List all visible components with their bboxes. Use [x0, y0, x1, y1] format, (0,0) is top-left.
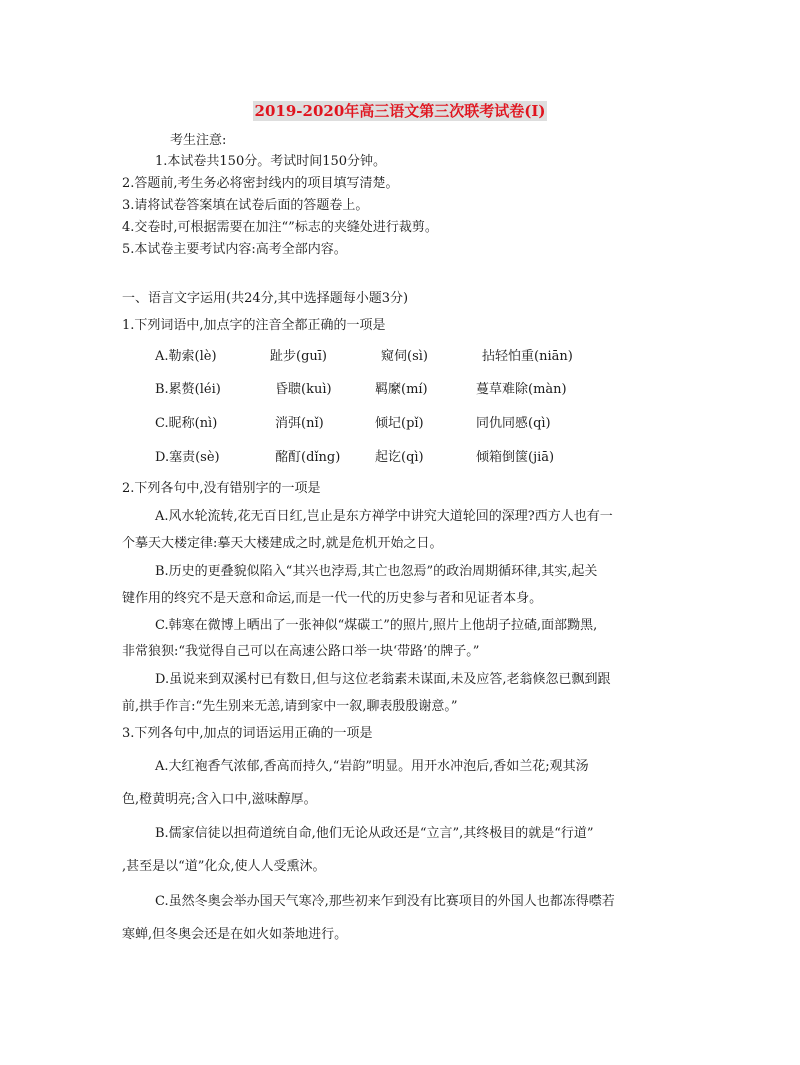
option-item: C.昵称(nì) [155, 416, 218, 431]
paragraph-line: C.虽然冬奥会举办国天气寒冷,那些初来乍到没有比赛项目的外国人也都冻得噤若 [155, 894, 615, 909]
notice-item: 1.本试卷共150分。考试时间150分钟。 [155, 154, 387, 169]
paragraph-line: 色,橙黄明亮;含入口中,滋味醇厚。 [122, 792, 317, 807]
paragraph-line: D.虽说来到双溪村已有数日,但与这位老翁素未谋面,未及应答,老翁倏忽已飘到跟 [155, 672, 611, 687]
page-title [0, 100, 800, 122]
option-item: D.塞责(sè) [155, 450, 220, 465]
option-item: B.累赘(léi) [155, 382, 221, 397]
paragraph-line: A.大红袍香气浓郁,香高而持久,“岩韵”明显。用开水冲泡后,香如兰花;观其汤 [155, 759, 589, 774]
paragraph-line: B.儒家信徒以担荷道统自命,他们无论从政还是“立言”,其终极目的就是“行道” [155, 826, 594, 841]
notice-item: 5.本试卷主要考试内容:高考全部内容。 [122, 242, 347, 257]
option-item: 趾步(guī) [270, 349, 327, 364]
option-item: 倾箱倒箧(jiā) [476, 450, 555, 465]
option-item: 窥伺(sì) [381, 349, 428, 364]
section-heading: 一、语言文字运用(共24分,其中选择题每小题3分) [122, 291, 409, 306]
paragraph-line: 前,拱手作言:“先生别来无恙,请到家中一叙,聊表殷殷谢意。” [122, 699, 458, 714]
option-item: 昏聩(kuì) [275, 382, 332, 397]
option-item: 羁縻(mí) [375, 382, 428, 397]
paragraph-line: C.韩寒在微博上晒出了一张神似“煤碳工”的照片,照片上他胡子拉碴,面部黝黑, [155, 618, 598, 633]
option-item: 拈轻怕重(niān) [482, 349, 573, 364]
notice-item: 3.请将试卷答案填在试卷后面的答题卷上。 [122, 198, 369, 213]
notice-item: 4.交卷时,可根据需要在加注“”标志的夹缝处进行裁剪。 [122, 220, 438, 235]
option-item: 酩酊(dǐng) [275, 450, 341, 465]
option-item: 同仇同慼(qì) [476, 416, 551, 431]
question-stem: 1.下列词语中,加点字的注音全都正确的一项是 [122, 318, 386, 333]
option-item: 倾圮(pǐ) [375, 416, 424, 431]
question-stem: 2.下列各句中,没有错别字的一项是 [122, 481, 321, 496]
paragraph-line: ,甚至是以“道”化众,使人人受熏沐。 [122, 859, 326, 874]
question-stem: 3.下列各句中,加点的词语运用正确的一项是 [122, 726, 373, 741]
notice-item: 2.答题前,考生务必将密封线内的项目填写清楚。 [122, 176, 399, 191]
paragraph-line: 寒蝉,但冬奥会还是在如火如荼地进行。 [122, 927, 348, 942]
paragraph-line: 键作用的终究不是天意和命运,而是一代一代的历史参与者和见证者本身。 [122, 591, 543, 606]
option-item: A.勒索(lè) [155, 349, 217, 364]
paragraph-line: B.历史的更叠貌似陷入“其兴也浡焉,其亡也忽焉”的政治周期循环律,其实,起关 [155, 564, 598, 579]
option-item: 起讫(qì) [375, 450, 424, 465]
paragraph-line: A.风水轮流转,花无百日红,岂止是东方禅学中讲究大道轮回的深理?西方人也有一 [155, 509, 613, 524]
option-item: 蔓草难除(màn) [476, 382, 567, 397]
option-item: 消弭(nǐ) [275, 416, 324, 431]
paragraph-line: 非常狼狈:“我觉得自己可以在高速公路口举一块‘带路’的牌子。” [122, 644, 480, 659]
title-text: 2019-2020年高三语文第三次联考试卷(I) [254, 102, 546, 120]
notice-heading: 考生注意: [170, 133, 227, 148]
paragraph-line: 个摹天大楼定律:摹天大楼建成之时,就是危机开始之日。 [122, 536, 443, 551]
